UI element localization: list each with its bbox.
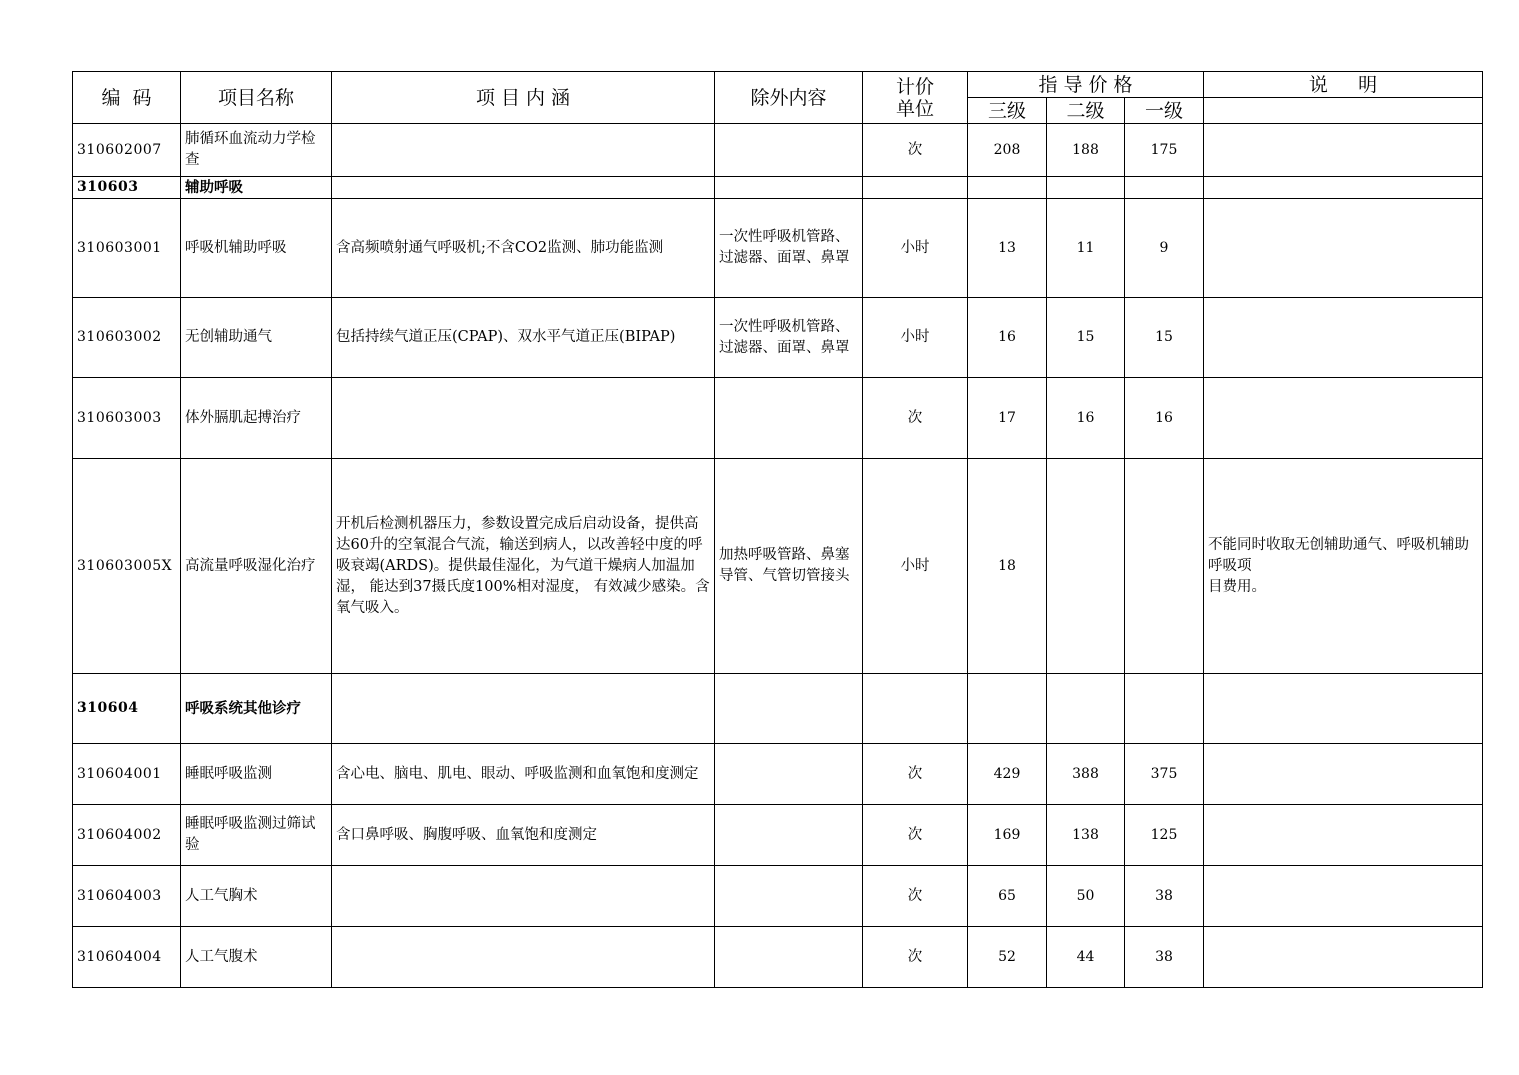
cell-p3: 16 — [968, 298, 1047, 378]
cell-p3: 429 — [968, 744, 1047, 805]
cell-content — [332, 177, 715, 199]
cell-p1: 16 — [1125, 378, 1204, 459]
cell-p1 — [1125, 177, 1204, 199]
cell-p1: 375 — [1125, 744, 1204, 805]
cell-name: 呼吸机辅助呼吸 — [181, 199, 332, 298]
cell-p1 — [1125, 459, 1204, 674]
cell-content — [332, 124, 715, 177]
header-tier1: 一级 — [1125, 98, 1204, 124]
cell-notes — [1204, 866, 1483, 927]
table-row — [73, 744, 1483, 805]
cell-code: 310603003 — [73, 378, 181, 459]
cell-content — [332, 866, 715, 927]
cell-name: 人工气腹术 — [181, 927, 332, 988]
header-notes: 说 明 — [1204, 72, 1483, 98]
cell-name: 无创辅助通气 — [181, 298, 332, 378]
cell-code: 310604003 — [73, 866, 181, 927]
header-content: 项 目 内 涵 — [332, 72, 715, 124]
cell-p3: 13 — [968, 199, 1047, 298]
price-table — [72, 71, 1483, 988]
cell-exclusions: 一次性呼吸机管路、过滤器、面罩、鼻罩 — [715, 199, 863, 298]
cell-name: 人工气胸术 — [181, 866, 332, 927]
cell-unit: 次 — [863, 805, 968, 866]
cell-unit: 小时 — [863, 298, 968, 378]
cell-unit: 小时 — [863, 199, 968, 298]
cell-code: 310603001 — [73, 199, 181, 298]
cell-unit: 次 — [863, 378, 968, 459]
cell-code: 310604 — [73, 674, 181, 744]
cell-exclusions — [715, 177, 863, 199]
cell-code: 310603005X — [73, 459, 181, 674]
table-body — [73, 124, 1483, 988]
header-name: 项目名称 — [181, 72, 332, 124]
cell-p2: 15 — [1047, 298, 1125, 378]
table-row — [73, 177, 1483, 199]
cell-exclusions — [715, 378, 863, 459]
cell-code: 310604001 — [73, 744, 181, 805]
cell-unit: 次 — [863, 744, 968, 805]
table-row — [73, 124, 1483, 177]
cell-p1: 38 — [1125, 927, 1204, 988]
cell-p3: 208 — [968, 124, 1047, 177]
cell-exclusions — [715, 866, 863, 927]
cell-code: 310602007 — [73, 124, 181, 177]
cell-p3 — [968, 674, 1047, 744]
cell-unit: 小时 — [863, 459, 968, 674]
cell-content — [332, 378, 715, 459]
cell-name: 肺循环血流动力学检查 — [181, 124, 332, 177]
header-exclusions: 除外内容 — [715, 72, 863, 124]
cell-p1: 9 — [1125, 199, 1204, 298]
header-code: 编 码 — [73, 72, 181, 124]
cell-p3: 65 — [968, 866, 1047, 927]
cell-p3: 18 — [968, 459, 1047, 674]
cell-p3: 17 — [968, 378, 1047, 459]
cell-p2 — [1047, 459, 1125, 674]
header-price-group: 指 导 价 格 — [968, 72, 1204, 98]
cell-p2: 138 — [1047, 805, 1125, 866]
cell-exclusions — [715, 927, 863, 988]
cell-notes — [1204, 124, 1483, 177]
cell-p2: 44 — [1047, 927, 1125, 988]
cell-p2: 16 — [1047, 378, 1125, 459]
header-notes-blank — [1204, 98, 1483, 124]
cell-p1: 125 — [1125, 805, 1204, 866]
cell-p2: 188 — [1047, 124, 1125, 177]
cell-p2: 388 — [1047, 744, 1125, 805]
cell-content: 含高频喷射通气呼吸机;不含CO2监测、肺功能监测 — [332, 199, 715, 298]
table-row — [73, 199, 1483, 298]
cell-notes — [1204, 744, 1483, 805]
header-tier2: 二级 — [1047, 98, 1125, 124]
cell-exclusions: 加热呼吸管路、鼻塞导管、气管切管接头 — [715, 459, 863, 674]
cell-p2: 11 — [1047, 199, 1125, 298]
cell-content: 含心电、脑电、肌电、眼动、呼吸监测和血氧饱和度测定 — [332, 744, 715, 805]
header-unit: 计价单位 — [863, 72, 968, 124]
cell-code: 310603 — [73, 177, 181, 199]
cell-unit — [863, 674, 968, 744]
cell-p3: 169 — [968, 805, 1047, 866]
cell-notes — [1204, 674, 1483, 744]
cell-unit: 次 — [863, 927, 968, 988]
table-row — [73, 866, 1483, 927]
cell-p1: 15 — [1125, 298, 1204, 378]
cell-name: 体外膈肌起搏治疗 — [181, 378, 332, 459]
cell-p1 — [1125, 674, 1204, 744]
cell-notes — [1204, 177, 1483, 199]
cell-p2 — [1047, 674, 1125, 744]
table-row — [73, 459, 1483, 674]
cell-notes — [1204, 805, 1483, 866]
cell-content: 开机后检测机器压力，参数设置完成后启动设备，提供高达60升的空氧混合气流，输送到病人，以改善轻中度的呼吸衰竭(ARDS)。提供最佳湿化，为气道干燥病人加温加湿， 能达到37摄氏度100%相对湿度， 有效减少感染。含氧气吸入。 — [332, 459, 715, 674]
cell-p2: 50 — [1047, 866, 1125, 927]
cell-content — [332, 674, 715, 744]
header-tier3: 三级 — [968, 98, 1047, 124]
cell-notes — [1204, 298, 1483, 378]
table-row — [73, 674, 1483, 744]
cell-name: 睡眠呼吸监测 — [181, 744, 332, 805]
cell-notes — [1204, 199, 1483, 298]
table-row — [73, 805, 1483, 866]
cell-code: 310603002 — [73, 298, 181, 378]
cell-code: 310604004 — [73, 927, 181, 988]
cell-p3 — [968, 177, 1047, 199]
cell-notes — [1204, 927, 1483, 988]
cell-unit — [863, 177, 968, 199]
cell-exclusions — [715, 124, 863, 177]
cell-code: 310604002 — [73, 805, 181, 866]
cell-name: 睡眠呼吸监测过筛试验 — [181, 805, 332, 866]
cell-notes — [1204, 378, 1483, 459]
cell-notes: 不能同时收取无创辅助通气、呼吸机辅助呼吸项 目费用。 — [1204, 459, 1483, 674]
cell-content — [332, 927, 715, 988]
cell-p2 — [1047, 177, 1125, 199]
cell-content: 包括持续气道正压(CPAP)、双水平气道正压(BIPAP) — [332, 298, 715, 378]
cell-name: 高流量呼吸湿化治疗 — [181, 459, 332, 674]
cell-p3: 52 — [968, 927, 1047, 988]
cell-name: 辅助呼吸 — [181, 177, 332, 199]
cell-unit: 次 — [863, 124, 968, 177]
cell-p1: 38 — [1125, 866, 1204, 927]
cell-exclusions: 一次性呼吸机管路、过滤器、面罩、鼻罩 — [715, 298, 863, 378]
cell-p1: 175 — [1125, 124, 1204, 177]
cell-content: 含口鼻呼吸、胸腹呼吸、血氧饱和度测定 — [332, 805, 715, 866]
table-row — [73, 927, 1483, 988]
cell-exclusions — [715, 744, 863, 805]
cell-exclusions — [715, 674, 863, 744]
cell-exclusions — [715, 805, 863, 866]
cell-name: 呼吸系统其他诊疗 — [181, 674, 332, 744]
table-row — [73, 378, 1483, 459]
table-row — [73, 298, 1483, 378]
cell-unit: 次 — [863, 866, 968, 927]
